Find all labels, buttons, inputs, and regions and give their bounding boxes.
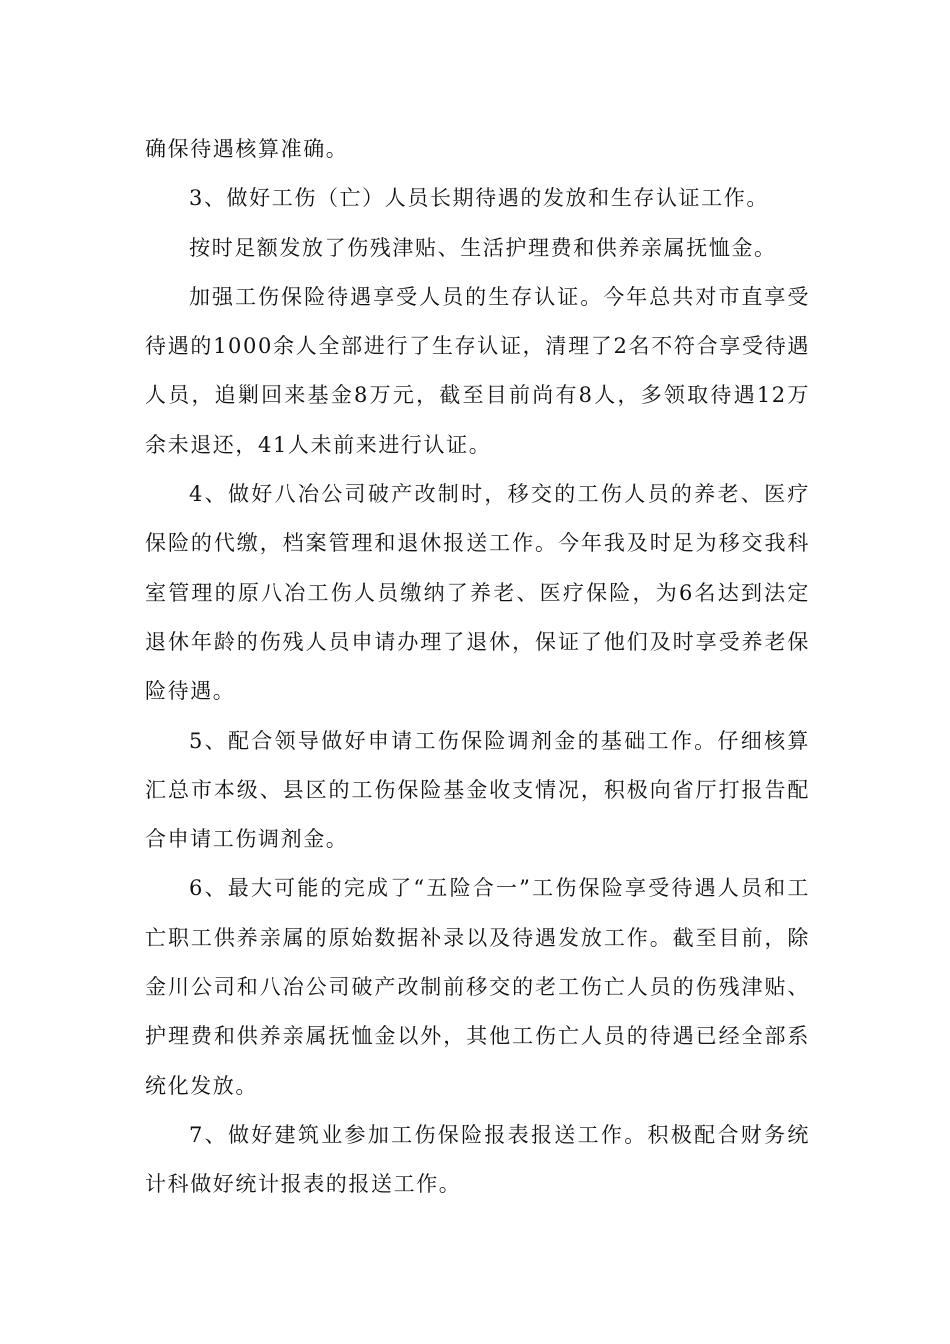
paragraph-item-3-certification: 加强工伤保险待遇享受人员的生存认证。今年总共对市直享受待遇的1000余人全部进行了生存认证，清理了2名不符合享受待遇人员，追剿回来基金8万元，截至目前尚有8人，多领取待遇12万余未退还，41人未前来进行认证。: [145, 284, 810, 457]
paragraph-continuation: 确保待遇核算准确。: [145, 137, 349, 161]
paragraph-item-4: 4、做好八冶公司破产改制时，移交的工伤人员的养老、医疗保险的代缴，档案管理和退休报送工作。今年我及时足为移交我科室管理的原八冶工伤人员缴纳了养老、医疗保险，为6名达到法定退休年龄的伤残人员申请办理了退休，保证了他们及时享受养老保险待遇。: [145, 482, 810, 704]
paragraph-item-6: 6、最大可能的完成了“五险合一”工伤保险享受待遇人员和工亡职工供养亲属的原始数据补录以及待遇发放工作。截至目前，除金川公司和八冶公司破产改制前移交的老工伤亡人员的伤残津贴、护理费和供养亲属抚恤金以外，其他工伤亡人员的待遇已经全部系统化发放。: [145, 876, 810, 1098]
paragraph-item-3-payment: 按时足额发放了伤残津贴、生活护理费和供养亲属抚恤金。: [189, 235, 777, 260]
paragraph-item-5: 5、配合领导做好申请工伤保险调剂金的基础工作。仔细核算汇总市本级、县区的工伤保险基金收支情况，积极向省厅打报告配合申请工伤调剂金。: [145, 728, 810, 852]
document-body: [145, 125, 810, 1210]
paragraph-item-7: 7、做好建筑业参加工伤保险报表报送工作。积极配合财务统计科做好统计报表的报送工作。: [145, 1122, 810, 1197]
paragraph-item-3-heading: 3、做好工伤（亡）人员长期待遇的发放和生存认证工作。: [189, 186, 769, 211]
